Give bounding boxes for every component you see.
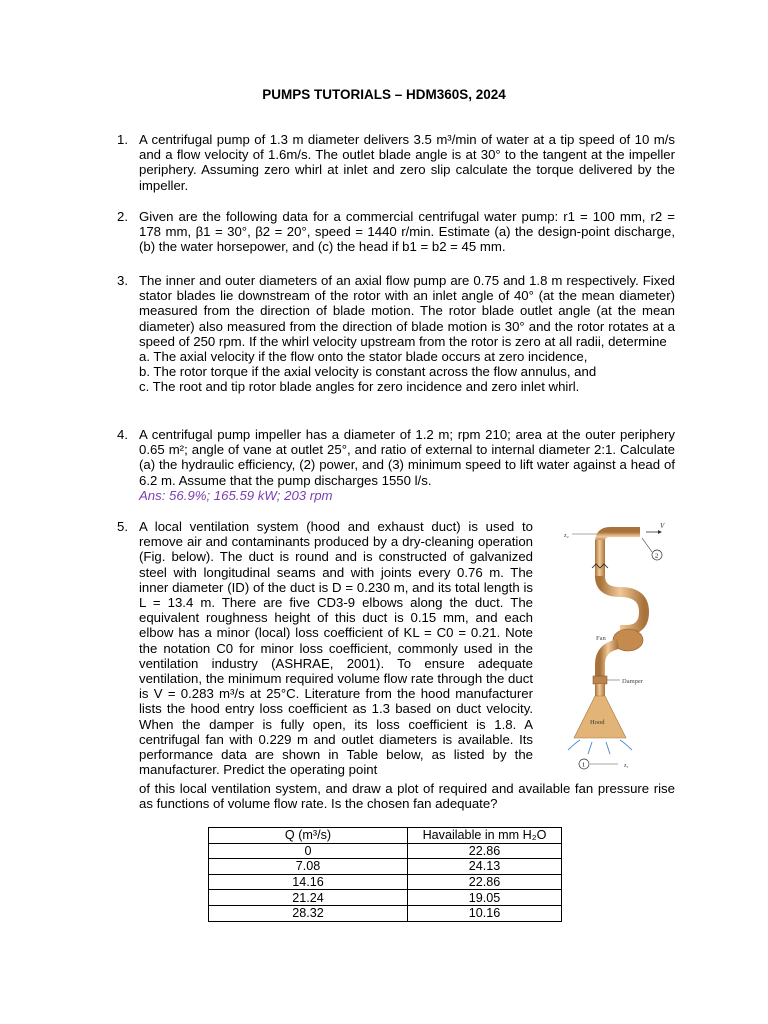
outlet-elbow-pipe xyxy=(600,532,640,542)
fan-to-damper-duct xyxy=(600,644,618,678)
table-row xyxy=(209,874,562,890)
question-text-continued: of this local ventilation system, and draw a plot of required and available fan pressure rise as functions of volume flow rate. Is the chosen fan adequate? xyxy=(139,781,675,812)
sub-item: b. The rotor torque if the axial velocity is constant across the flow annulus, and xyxy=(139,364,597,380)
cell-h: 19.05 xyxy=(408,890,562,906)
station-1-label: 1 xyxy=(582,761,586,769)
cell-h: 24.13 xyxy=(408,859,562,875)
column-header-h: Havailable in mm H₂O xyxy=(408,828,562,844)
table-row xyxy=(209,890,562,906)
inflow-arrow xyxy=(620,740,632,750)
question-number: 5. xyxy=(117,519,128,534)
cell-q: 7.08 xyxy=(209,859,408,875)
inflow-arrow xyxy=(588,742,592,754)
s-bend-duct xyxy=(600,576,644,630)
sub-item: c. The root and tip rotor blade angles for zero incidence and zero inlet whirl. xyxy=(139,379,580,395)
hood-label: Hood xyxy=(590,719,605,726)
damper xyxy=(593,676,607,684)
cell-h: 22.86 xyxy=(408,843,562,859)
question-4 xyxy=(117,427,675,503)
question-text: A centrifugal pump of 1.3 m diameter delivers 3.5 m³/min of water at a tip speed of 10 m/s and a flow velocity of 1.6m/s. The outlet blade angle is at 30° to the tangent at the impeller periphery. Assuming zero whirl at inlet and zero slip calculate the torque delivered by the impeller. xyxy=(139,132,675,193)
table-row xyxy=(209,905,562,921)
cell-q: 14.16 xyxy=(209,874,408,890)
station-2-label: 2 xyxy=(655,552,659,560)
question-5 xyxy=(117,519,533,777)
fan-label: Fan xyxy=(596,635,606,642)
hood xyxy=(574,696,626,738)
question-number: 4. xyxy=(117,427,128,442)
question-number: 1. xyxy=(117,132,128,147)
vertical-duct-upper xyxy=(595,540,605,578)
question-2 xyxy=(117,209,675,255)
question-1 xyxy=(117,132,675,193)
table-row xyxy=(209,843,562,859)
station-2-leader xyxy=(642,538,652,552)
question-number: 3. xyxy=(117,273,128,288)
cell-q: 0 xyxy=(209,843,408,859)
velocity-arrowhead xyxy=(658,530,662,534)
question-number: 2. xyxy=(117,209,128,224)
cell-h: 22.86 xyxy=(408,874,562,890)
cell-q: 21.24 xyxy=(209,890,408,906)
question-text: The inner and outer diameters of an axial flow pump are 0.75 and 1.8 m respectively. Fixed stator blades lie downstream of the rotor with an inlet angle of 40° (at the mean diameter) measured from the direction of blade motion. The rotor blade outlet angle (at the mean diameter) also measured from the direction of blade motion is 30° and the rotor rotates at a speed of 250 rpm. If the whirl velocity upstream from the rotor is zero at all radii, determine xyxy=(139,273,675,349)
question-text: A local ventilation system (hood and exhaust duct) is used to remove air and contaminants produced by a dry-cleaning operation (Fig. below). The duct is round and is constructed of galvanized steel with longitudinal seams and with joints every 0.76 m. The inner diameter (ID) of the duct is D = 0.230 m, and its total length is L = 13.4 m. There are five CD3-9 elbows along the duct. The equivalent roughness height of this duct is 0.15 mm, and each elbow has a minor (local) loss coefficient of KL = C0 = 0.21. Note the notation C0 for minor loss coefficient, commonly used in the ventilation industry (ASHRAE, 2001). To ensure adequate ventilation, the minimum required volume flow rate through the duct is V = 0.283 m³/s at 25°C. Literature from the hood manufacturer lists the hood entry loss coefficient as 1.3 based on duct velocity. When the damper is fully open, its loss coefficient is 1.8. A centrifugal fan with 0.229 m and outlet diameters is available. Its performance data are shown in Table below, as listed by the manufacturer. Predict the operating point xyxy=(139,519,533,778)
cell-h: 10.16 xyxy=(408,905,562,921)
column-header-q: Q (m³/s) xyxy=(209,828,408,844)
table-header-row xyxy=(209,828,562,844)
fan-performance-table xyxy=(208,827,562,922)
sub-item-list xyxy=(139,349,675,395)
question-5-continued xyxy=(117,781,675,811)
inflow-arrow xyxy=(606,742,610,754)
ventilation-system-figure xyxy=(560,522,680,777)
question-text: Given are the following data for a commercial centrifugal water pump: r1 = 100 mm, r2 = 178 mm, β1 = 30°, β2 = 20°, speed = 1440 r/min. Estimate (a) the design-point discharge, (b) the water horsepower, and (c) the head if b1 = b2 = 45 mm. xyxy=(139,209,675,255)
answer-text: Ans: 56.9%; 165.59 kW; 203 rpm xyxy=(139,487,333,503)
cell-q: 28.32 xyxy=(209,905,408,921)
page-title: PUMPS TUTORIALS – HDM360S, 2024 xyxy=(262,87,506,102)
table-row xyxy=(209,859,562,875)
damper-label: Damper xyxy=(622,678,643,685)
v-label: V xyxy=(660,522,665,530)
z2-label: z₂ xyxy=(564,533,569,539)
sub-item: a. The axial velocity if the flow onto the stator blade occurs at zero incidence, xyxy=(139,349,588,365)
hood-neck xyxy=(595,684,605,696)
question-text: A centrifugal pump impeller has a diameter of 1.2 m; rpm 210; area at the outer periphery 0.65 m²; angle of vane at outlet 25°, and ratio of external to internal diameter 2:1. Calculate (a) the hydraulic efficiency, (2) power, and (3) minimum speed to lift water against a head of 6.2 m. Assume that the pump discharges 1550 l/s. xyxy=(139,427,675,488)
inflow-arrow xyxy=(568,740,580,750)
z1-label: z₁ xyxy=(624,763,629,769)
question-3 xyxy=(117,273,675,395)
